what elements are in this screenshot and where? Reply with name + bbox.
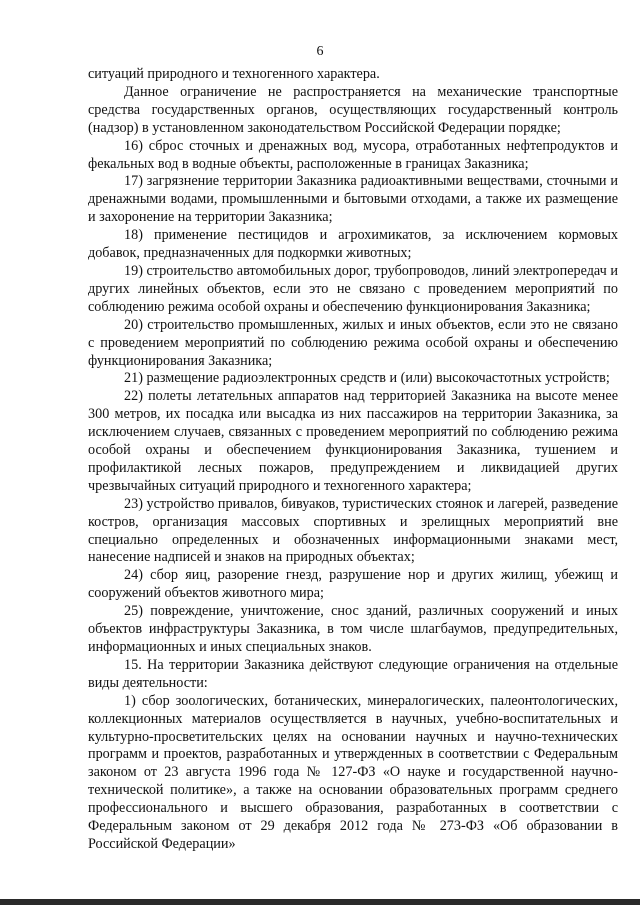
- list-item-1: 1) сбор зоологических, ботанических, минералогических, палеонтологических, коллекционных материалов осуществляется в научных, учебно-воспитательных и культурно-просветительских целях на основании научных и научно-технических программ и проектов, разработанных и утвержденных в соответствии с Федеральным законом от 23 августа 1996 года № 127-ФЗ «О науке и государственной научно-технической политике», а также на основании образовательных программ среднего профессионального и высшего образования, разработанных в соответствии с Федеральным законом от 29 декабря 2012 года № 273-ФЗ «Об образовании в Российской Федерации»: [88, 692, 618, 852]
- list-item-19: 19) строительство автомобильных дорог, трубопроводов, линий электропередач и других линейных объектов, если это не связано с проведением мероприятий по соблюдению режима особой охраны и обеспечению функционирования Заказника;: [88, 262, 618, 315]
- list-item-24: 24) сбор яиц, разорение гнезд, разрушение нор и других жилищ, убежищ и сооружений объектов животного мира;: [88, 567, 618, 602]
- page-number: 6: [316, 44, 324, 59]
- list-item-18: 18) применение пестицидов и агрохимикатов, за исключением кормовых добавок, предназначенных для подкормки животных;: [88, 227, 618, 262]
- list-item-23: 23) устройство привалов, бивуаков, туристических стоянок и лагерей, разведение костров, организация массовых спортивных и зрелищных мероприятий вне специально определенных и обозначенных информационными знаками мест, нанесение надписей и знаков на природных объектах;: [88, 495, 618, 566]
- list-item-17: 17) загрязнение территории Заказника радиоактивными веществами, сточными и дренажными водами, промышленными и бытовыми отходами, а также их размещение и захоронение на территории Заказника;: [88, 173, 618, 226]
- list-item-20: 20) строительство промышленных, жилых и иных объектов, если это не связано с проведением мероприятий по соблюдению режима особой охраны и обеспечению функционирования Заказника;: [88, 316, 618, 369]
- list-item-25: 25) повреждение, уничтожение, снос зданий, различных сооружений и иных объектов инфраструктуры Заказника, в том числе шлагбаумов, предупредительных, информационных и иных специальных знаков.: [88, 603, 618, 655]
- list-item-22: 22) полеты летательных аппаратов над территорией Заказника на высоте менее 300 метров, их посадка или высадка из них пассажиров на территории Заказника, за исключением случаев, связанных с проведением мероприятий по соблюдению режима особой охраны и обеспечением функционирования Заказника, тушением и профилактикой лесных пожаров, предупреждением и ликвидацией других чрезвычайных ситуаций природного и техногенного характера;: [88, 388, 618, 494]
- list-item-16: 16) сброс сточных и дренажных вод, мусора, отработанных нефтепродуктов и фекальных вод в водные объекты, расположенные в границах Заказника;: [88, 137, 618, 172]
- document-body: [88, 66, 618, 854]
- scan-bottom-edge: [0, 899, 640, 905]
- paragraph: Данное ограничение не распространяется на механические транспортные средства государственных органов, осуществляющих государственный контроль (надзор) в установленном законодательством Российской Федерации порядке;: [88, 83, 618, 136]
- list-item-21: 21) размещение радиоэлектронных средств и (или) высокочастотных устройств;: [124, 370, 610, 387]
- paragraph: ситуаций природного и техногенного характера.: [88, 66, 380, 82]
- section-15-heading: 15. На территории Заказника действуют следующие ограничения на отдельные виды деятельности:: [88, 656, 618, 691]
